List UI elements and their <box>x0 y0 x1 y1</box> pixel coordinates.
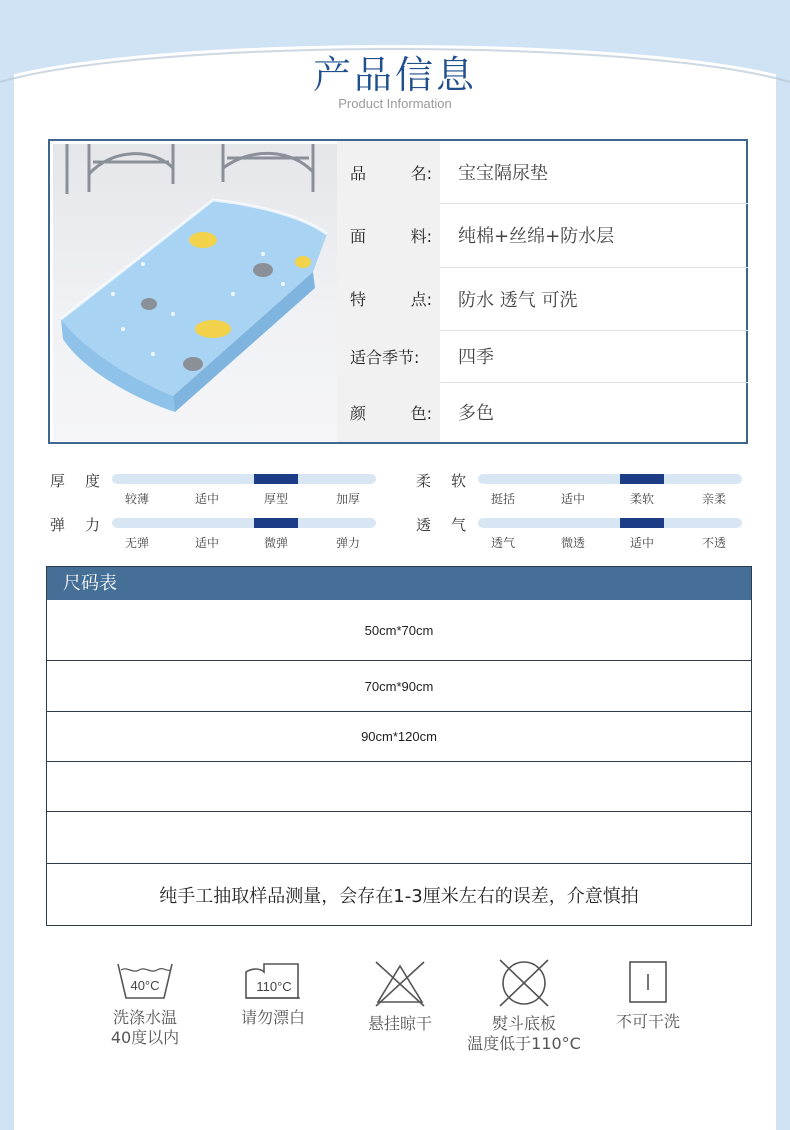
care-item-wash <box>85 958 205 1048</box>
table-row <box>47 762 751 812</box>
scale-fill <box>620 518 664 528</box>
wash-tub-icon <box>115 958 175 1002</box>
info-value-color: 多色 <box>458 403 494 424</box>
scale-option: 弹力 <box>335 536 360 550</box>
care-item-dry-clean <box>588 958 708 1032</box>
product-photo <box>53 144 337 441</box>
scale-option: 适中 <box>194 492 219 506</box>
scale-label: 弹 力 <box>50 516 100 534</box>
scale-label: 柔 软 <box>416 472 466 490</box>
scale-option: 厚型 <box>263 492 288 506</box>
scale-label: 厚 度 <box>50 472 100 490</box>
care-text: 悬挂晾干 <box>367 1014 432 1033</box>
scale-track <box>112 518 376 528</box>
info-label: 面 料: <box>337 203 440 267</box>
info-row-fabric <box>337 203 748 268</box>
table-row: 70cm*90cm <box>47 661 751 712</box>
table-row: 90cm*120cm <box>47 712 751 762</box>
care-item-bleach <box>213 958 333 1028</box>
scale-option: 无弹 <box>124 536 149 550</box>
scale-track <box>478 474 742 484</box>
scale-option: 微透 <box>560 536 585 550</box>
scale-option: 透气 <box>490 536 515 550</box>
info-row-features <box>337 267 748 331</box>
no-bleach-icon <box>242 958 304 1002</box>
info-table <box>337 141 748 442</box>
scale-option: 亲柔 <box>701 492 726 506</box>
info-value-season: 四季 <box>458 347 494 368</box>
scale-fill <box>254 518 298 528</box>
info-label: 品 名: <box>337 141 440 203</box>
iron-icon <box>496 958 552 1008</box>
care-text: 熨斗底板 温度低于110°C <box>467 1014 581 1053</box>
care-text: 不可干洗 <box>615 1012 680 1031</box>
scale-track <box>478 518 742 528</box>
scale-option: 较薄 <box>124 492 149 506</box>
info-row-name <box>337 141 748 204</box>
scale-softness <box>416 472 746 520</box>
svg-text:110°C: 110°C <box>256 979 292 994</box>
no-dry-clean-icon <box>626 958 670 1006</box>
table-row <box>47 812 751 864</box>
scale-fill <box>254 474 298 484</box>
info-value-name: 宝宝隔尿垫 <box>458 163 548 184</box>
scale-track <box>112 474 376 484</box>
table-row: 50cm*70cm <box>47 600 751 661</box>
scale-option: 不透 <box>701 536 726 550</box>
scale-option: 挺括 <box>490 492 515 506</box>
size-table-note: 纯手工抽取样品测量，会存在1-3厘米左右的误差，介意慎拍 <box>159 885 639 907</box>
info-row-color <box>337 382 748 442</box>
scale-option: 微弹 <box>263 536 288 550</box>
scale-option: 适中 <box>629 536 654 550</box>
page-subtitle: Product Information <box>338 96 452 111</box>
scale-elasticity <box>50 516 380 564</box>
scale-option: 加厚 <box>335 492 360 506</box>
care-item-hang <box>340 958 460 1034</box>
scale-option: 柔软 <box>629 492 654 506</box>
scale-label: 透 气 <box>416 516 466 534</box>
size-table-title: 尺码表 <box>47 567 751 600</box>
size-table <box>46 566 752 926</box>
info-label: 适合季节: <box>337 330 440 382</box>
scale-option: 适中 <box>560 492 585 506</box>
info-row-season <box>337 330 748 383</box>
scale-option: 适中 <box>194 536 219 550</box>
product-info-box <box>48 139 748 444</box>
svg-text:40°C: 40°C <box>130 978 160 993</box>
care-text: 请勿漂白 <box>240 1008 305 1027</box>
info-value-fabric: 纯棉+丝绵+防水层 <box>458 226 615 247</box>
care-text: 洗涤水温 40度以内 <box>110 1008 180 1047</box>
info-value-features: 防水 透气 可洗 <box>458 289 578 311</box>
care-item-iron <box>464 958 584 1054</box>
scale-thickness <box>50 472 380 520</box>
info-label: 颜 色: <box>337 382 440 442</box>
scale-fill <box>620 474 664 484</box>
page-title: 产品信息 <box>312 53 477 97</box>
info-label: 特 点: <box>337 267 440 330</box>
hang-dry-icon <box>372 958 428 1008</box>
scale-breathability <box>416 516 746 564</box>
